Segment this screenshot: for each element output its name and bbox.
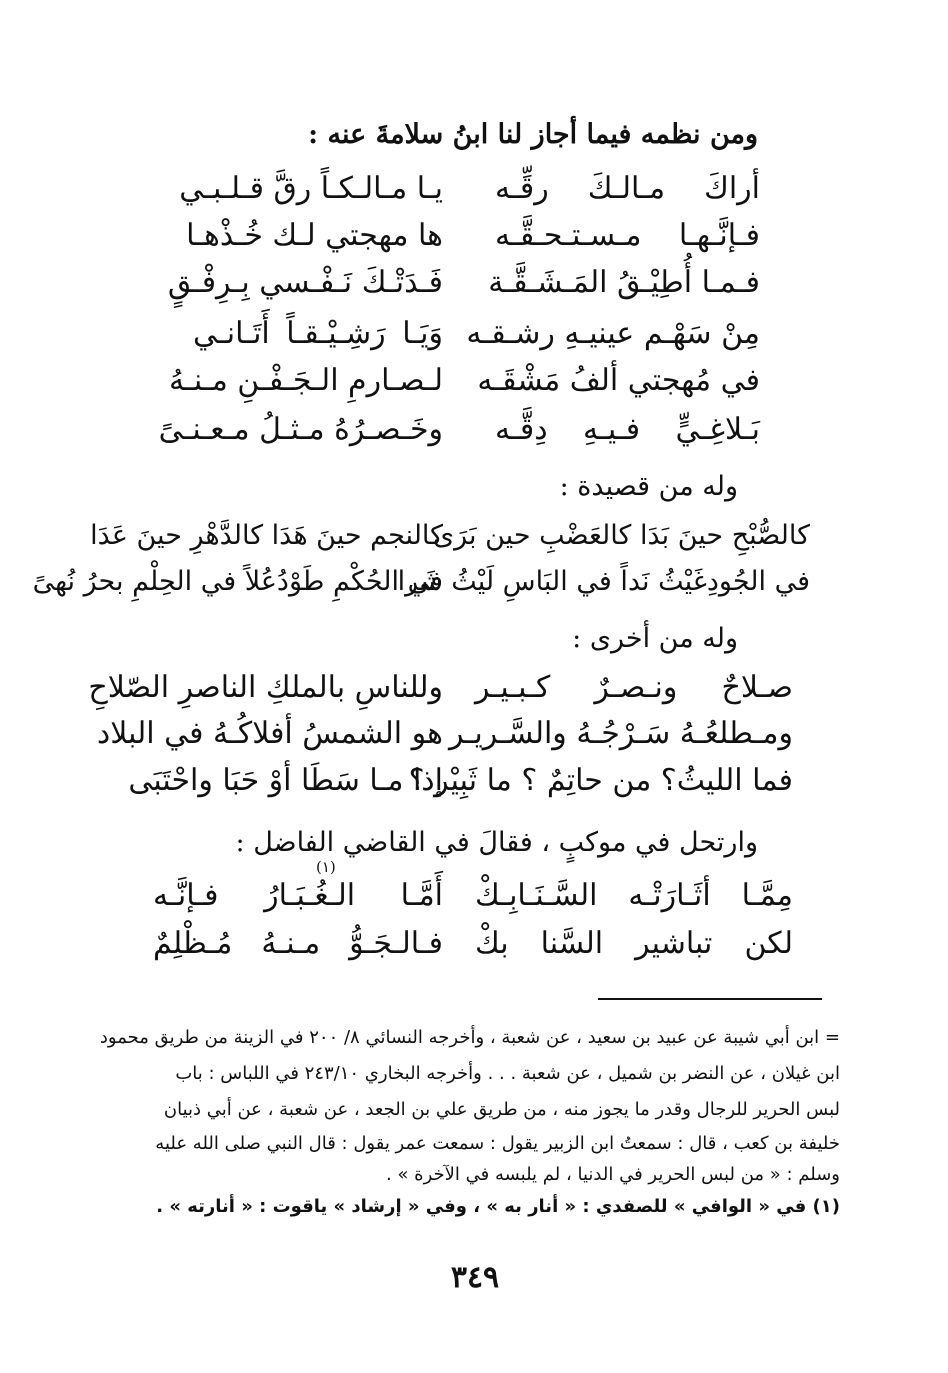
verse-second-hemistich: ومـطلعُـهُ سَـرْجُـهُ والسَّـريـر: [449, 716, 793, 751]
verse: [0, 761, 948, 801]
verse-first-hemistich: في الحُكْمِ طَوْدُعُلاً في الحِلْمِ بحرُ نُهىً: [32, 566, 443, 597]
verse-first-hemistich: هو الشمسُ أفلاكُـهُ في البلاد: [96, 716, 443, 751]
intro-line-2: وله من قصيدة :: [559, 471, 738, 502]
footnote-marker: (١): [316, 858, 336, 876]
verse-first-hemistich: أَمَّـا الـغُـبَـارُ فـإنَّـه: [153, 878, 443, 913]
verse: [0, 562, 948, 602]
verse: [0, 410, 948, 450]
verse-second-hemistich: صـلاحٌ ونـصـرٌ كـبـيـر: [475, 670, 793, 705]
verse-second-hemistich: فما الليثُ؟ من حاتِمٌ ؟ ما ثَبِيْر ؟: [408, 763, 793, 798]
verse-second-hemistich: في الجُودِغَيْثُ نَداً في البَاسِ لَيْثُ شَرا: [397, 566, 810, 597]
verse-second-hemistich: فـمـا أُطِيْـقُ المَـشَـقَّـة: [488, 265, 760, 300]
verse: [0, 876, 948, 916]
verse-first-hemistich: كالنجم حينَ هَدَا كالدَّهْرِ حينَ عَدَا: [90, 520, 443, 551]
verse: [0, 714, 948, 754]
footnote-line: = ابن أبي شيبة عن عبيد بن سعيد ، عن شعبة ، وأخرجه النسائي ٨/ ٢٠٠ في الزينة من طريق محمود: [99, 1027, 840, 1048]
verse: [0, 263, 948, 303]
verse-second-hemistich: في مُهجتي ألفُ مَشْقَـه: [477, 363, 760, 398]
page-number: ٣٤٩: [450, 1260, 500, 1295]
footnote-line: (١) في « الوافي » للصفدي : « أنار به » ، وفي « إرشاد » ياقوت : « أنارته » .: [156, 1196, 840, 1217]
verse-second-hemistich: مِمَّـا أثَـارَتْـه السَّـنَـابِـكْ: [475, 878, 793, 913]
verse: [0, 924, 948, 964]
verse: [0, 314, 948, 354]
intro-line-1: ومن نظمه فيما أجاز لنا ابنُ سلامةَ عنه :: [308, 119, 758, 150]
verse-second-hemistich: فـإنَّـهـا مـسـتـحـقَّـه: [495, 218, 760, 253]
footnote-line: ابن غيلان ، عن النضر بن شميل ، عن شعبة . . . وأخرجه البخاري ٢٤٣/١٠ في اللباس : باب: [175, 1063, 840, 1084]
footnote-line: وسلم : « من لبس الحرير في الدنيا ، لم يلبسه في الآخرة » .: [385, 1164, 840, 1185]
verse-second-hemistich: لكن تباشير السَّنا بكْ: [475, 926, 793, 961]
verse: [0, 169, 948, 209]
footnote-line: خليفة بن كعب ، قال : سمعتُ ابن الزبير يقول : سمعت عمر يقول : قال النبي صلى الله عليه: [155, 1133, 840, 1154]
verse-second-hemistich: كالصُّبْحِ حينَ بَدَا كالعَضْبِ حين بَرَى: [433, 520, 810, 551]
verse-second-hemistich: أراكَ مـالـكَ رقِّـه: [495, 171, 760, 206]
verse-first-hemistich: فَـدَتْـكَ نَـفْـسي بِـرِفْـقٍ: [167, 265, 443, 300]
verse-first-hemistich: وَيَـا رَشِـيْـقـاً أَتَـانـي: [193, 316, 443, 351]
verse-first-hemistich: فـالـجَـوُّ مـنـهُ مُـظْلِمٌ: [153, 926, 443, 961]
footnote-line: لبس الحرير للرجال وقدر ما يجوز منه ، من طريق علي بن الجعد ، عن شعبة ، عن أبي ذبيان: [163, 1099, 840, 1120]
verse-first-hemistich: يـا مـالـكـاً رقَّ قـلـبـي: [179, 171, 443, 206]
intro-line-3: وله من أخرى :: [572, 623, 738, 654]
verse: [0, 361, 948, 401]
verse-first-hemistich: ها مهجتي لـك خُـذْهـا: [186, 218, 443, 253]
intro-line-4: وارتحل في موكبٍ ، فقالَ في القاضي الفاضل :: [235, 827, 758, 858]
verse-first-hemistich: إذا مـا سَطَا أوْ حَبَا واحْتَبَى: [128, 763, 443, 798]
verse-first-hemistich: وخَـصـرُهُ مـثـلُ مـعـنـىً: [158, 412, 443, 447]
footnote-separator: [598, 998, 822, 1000]
verse: [0, 516, 948, 556]
verse-second-hemistich: مِنْ سَهْـم عينيـهِ رشـقـه: [466, 316, 760, 351]
verse: [0, 668, 948, 708]
verse-first-hemistich: وللناسِ بالملكِ الناصرِ الصّلاحِ: [88, 670, 443, 705]
verse: [0, 216, 948, 256]
verse-second-hemistich: بَـلاغِـيٍّ فـيـهِ دِقَّـه: [495, 412, 760, 447]
verse-first-hemistich: لـصـارمِ الـجَـفْـنِ مـنـهُ: [168, 363, 443, 398]
